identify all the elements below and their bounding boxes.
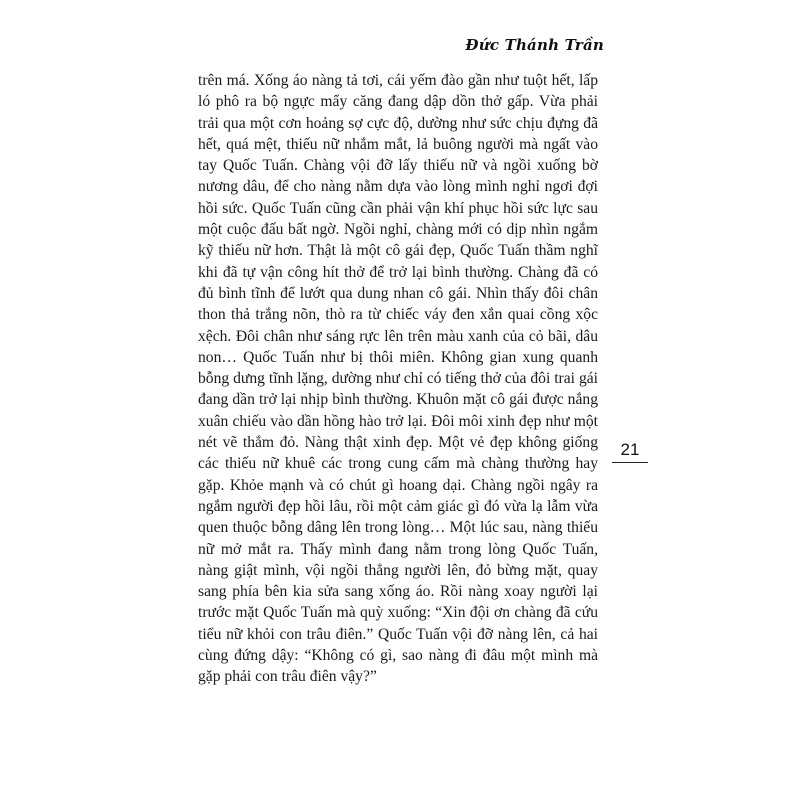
page-number-underline — [612, 462, 648, 463]
body-paragraph: trên má. Xống áo nàng tả tơi, cái yếm đào gần như tuột hết, lấp ló phô ra bộ ngực mẩy căng đang dập dồn thở gấp. Vừa phải trải qua một cơn hoảng sợ cực độ, dường như sức chịu đựng đã hết, quá mệt, thiếu nữ nhắm mắt, lả buông người mà ngất vào tay Quốc Tuấn. Chàng vội đỡ lấy thiếu nữ và ngồi xuống bờ nương dâu, để cho nàng nằm dựa vào lòng mình nghỉ ngơi đợi hồi sức. Quốc Tuấn cũng cần phải vận khí phục hồi sức lực sau một cuộc đấu bất ngờ. Ngồi nghỉ, chàng mới có dịp nhìn ngắm kỹ thiếu nữ hơn. Thật là một cô gái đẹp, Quốc Tuấn thầm nghĩ khi đã tự vận công hít thở để trở lại bình thường. Chàng đã có đủ bình tĩnh để lướt qua dung nhan cô gái. Nhìn thấy đôi chân thon thả trắng nõn, thò ra từ chiếc váy đen xắn quai cồng xộc xệch. Đôi chân như sáng rực lên trên màu xanh của cỏ bãi, dâu non… Quốc Tuấn như bị thôi miên. Không gian xung quanh bỗng dưng tĩnh lặng, dường như chỉ có tiếng thở của đôi trai gái đang dần trở lại nhịp bình thường. Khuôn mặt cô gái được nắng xuân chiếu vào dần hồng hào trở lại. Đôi môi xinh đẹp như một nét vẽ thắm đỏ. Nàng thật xinh đẹp. Một vẻ đẹp không giống các thiếu nữ khuê các trong cung cấm mà chàng thường hay gặp. Khỏe mạnh và có chút gì hoang dại. Chàng ngồi ngây ra ngắm người đẹp hồi lâu, rồi một cảm giác gì đó vừa lạ lẫm vừa quen thuộc bỗng dâng lên trong lòng… Một lúc sau, nàng thiếu nữ mở mắt ra. Thấy mình đang nằm trong lòng Quốc Tuấn, nàng giật mình, vội ngồi thẳng người lên, đỏ bừng mặt, quay sang phía bên kia sửa sang xống áo. Rồi nàng xoay người lại trước mặt Quốc Tuấn mà quỳ xuống: “Xin đội ơn chàng đã cứu tiểu nữ khỏi con trâu điên.” Quốc Tuấn vội đỡ nàng lên, cả hai cùng đứng dậy: “Không có gì, sao nàng đi đâu một mình mà gặp phải con trâu điên vậy?” — [198, 72, 598, 686]
body-text — [198, 70, 598, 688]
page-number: 21 — [620, 440, 640, 459]
running-header-title: Đức Thánh Trần — [465, 36, 604, 54]
